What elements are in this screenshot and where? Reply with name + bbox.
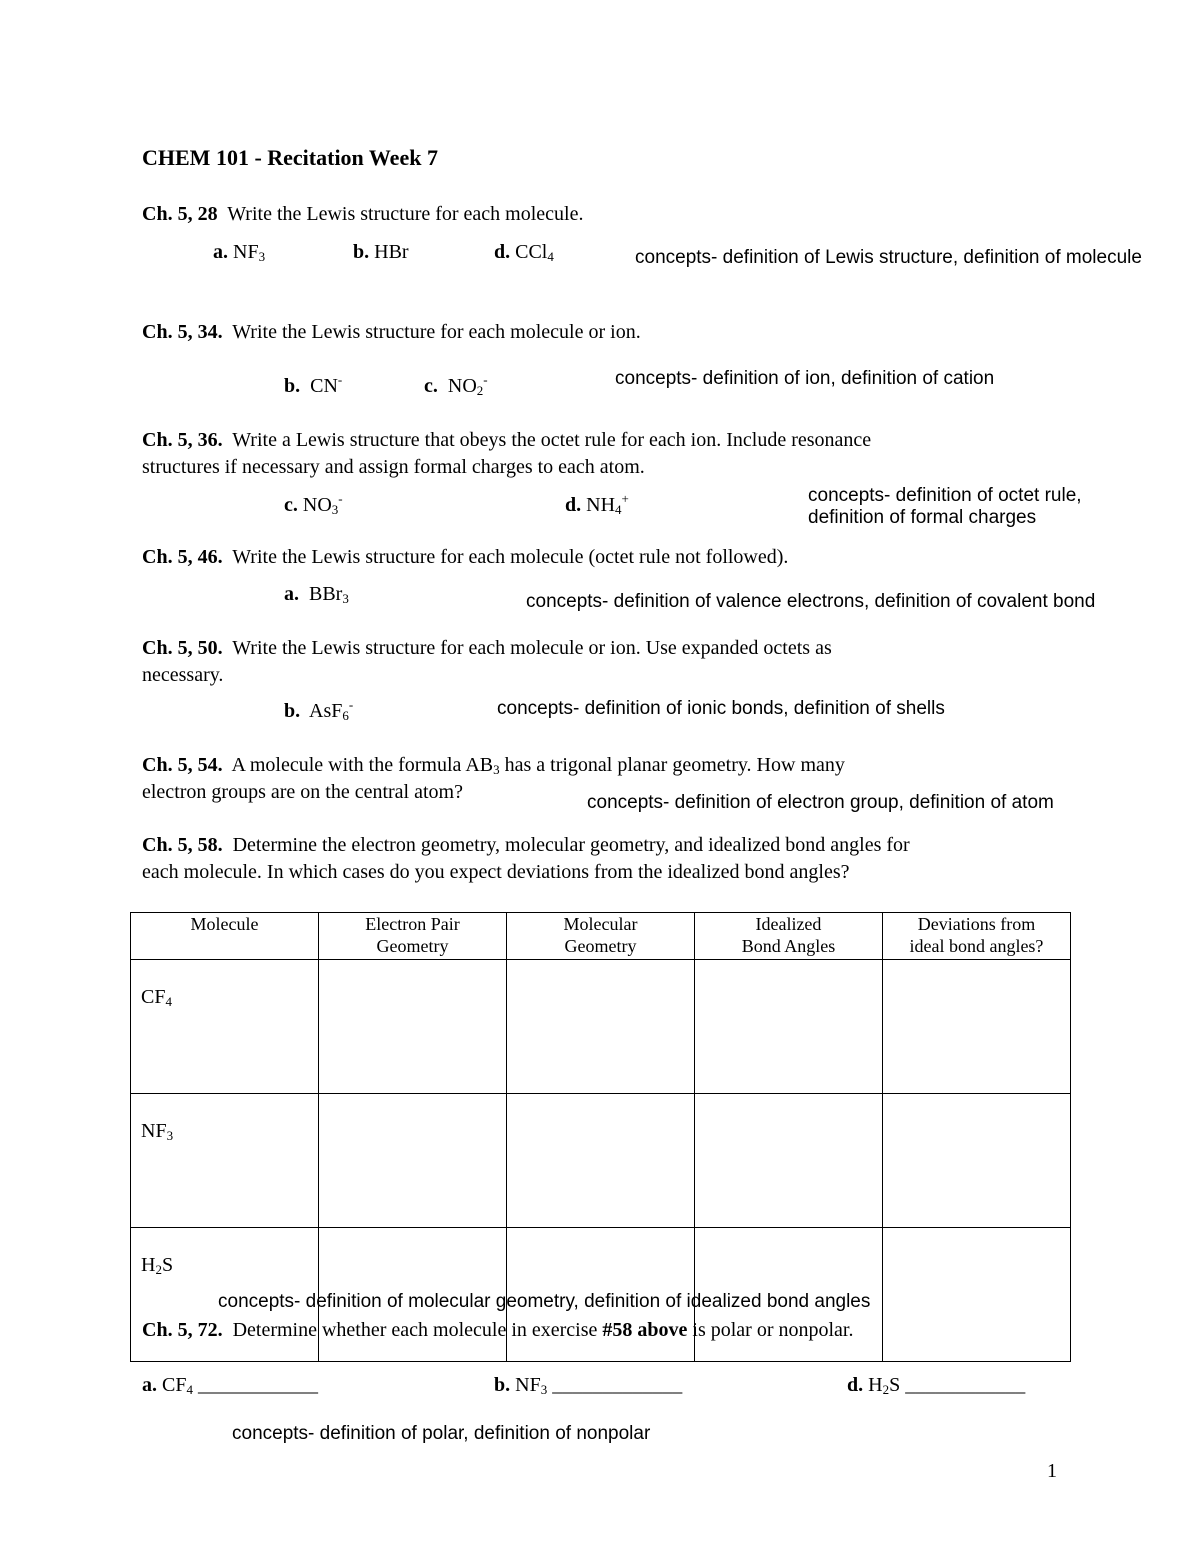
q34-item-b: b. CN- — [284, 372, 343, 397]
concept-note: concepts- definition of molecular geometry, definition of idealized bond angles — [218, 1291, 871, 1312]
question-50-line2: necessary. — [142, 664, 224, 686]
concept-note: concepts- definition of valence electrons, definition of covalent bond — [526, 591, 1096, 612]
column-header: Deviations from ideal bond angles? — [882, 913, 1070, 960]
q28-item-b: b. HBr — [353, 241, 409, 263]
question-58-line2: each molecule. In which cases do you expect deviations from the idealized bond angles? — [142, 861, 850, 883]
concept-note: concepts- definition of ionic bonds, definition of shells — [497, 698, 945, 719]
table-row — [131, 1094, 1071, 1228]
answer-cell[interactable] — [694, 1094, 882, 1228]
molecule-cell: $CF_4$ — [131, 960, 319, 1094]
page-number: 1 — [1047, 1460, 1057, 1482]
q36-item-d: d. $NH_4^+$ — [565, 491, 629, 517]
molecule-cell: $H_2S$ — [131, 1228, 319, 1362]
question-28 — [142, 202, 583, 226]
answer-cell[interactable] — [318, 1094, 506, 1228]
q72-item-b: b. $NF_3$ _____________ — [494, 1374, 683, 1397]
q28-item-d: d. CCl$_4$ — [494, 241, 554, 264]
concept-note: concepts- definition of electron group, definition of atom — [587, 792, 1054, 813]
question-50: Ch. 5, 50. Write the Lewis structure for each molecule or ion. Use expanded octets as — [142, 637, 832, 659]
answer-cell[interactable] — [882, 1228, 1070, 1362]
question-text: Write the Lewis structure for each molecule. — [227, 203, 584, 225]
concept-note-line2: definition of formal charges — [808, 507, 1037, 528]
answer-cell[interactable] — [506, 1094, 694, 1228]
question-54: Ch. 5, 54. A molecule with the formula $AB_3$ has a trigonal planar geometry. How many — [142, 754, 845, 777]
answer-cell[interactable] — [694, 960, 882, 1094]
question-58: Ch. 5, 58. Determine the electron geometry, molecular geometry, and idealized bond angles for — [142, 834, 910, 856]
concept-note: concepts- definition of ion, definition of cation — [615, 368, 995, 389]
answer-cell[interactable] — [318, 960, 506, 1094]
column-header: Molecular Geometry — [506, 913, 694, 960]
answer-blank[interactable]: ____________ — [905, 1374, 1026, 1396]
q72-item-a: a. $CF_4$ ____________ — [142, 1374, 318, 1397]
q36-item-c: c. $NO_3^-$ — [284, 491, 343, 517]
answer-cell[interactable] — [882, 960, 1070, 1094]
answer-cell[interactable] — [882, 1094, 1070, 1228]
concept-note: concepts- definition of polar, definition of nonpolar — [232, 1423, 651, 1444]
question-72: Ch. 5, 72. Determine whether each molecule in exercise #58 above is polar or nonpolar. — [142, 1319, 854, 1341]
question-ref: Ch. 5, 28 — [142, 203, 218, 225]
question-36-line2: structures if necessary and assign formal charges to each atom. — [142, 456, 645, 478]
column-header: Idealized Bond Angles — [694, 913, 882, 960]
question-36: Ch. 5, 36. Write a Lewis structure that obeys the octet rule for each ion. Include resonance — [142, 429, 872, 451]
page-title: CHEM 101 - Recitation Week 7 — [142, 145, 438, 170]
answer-cell[interactable] — [506, 960, 694, 1094]
molecule-cell: $NF_3$ — [131, 1094, 319, 1228]
table-row — [131, 960, 1071, 1094]
answer-blank[interactable]: ____________ — [197, 1374, 318, 1396]
table-header-row — [131, 913, 1071, 960]
q50-item-b: b. AsF$_6$- — [284, 697, 354, 723]
answer-blank[interactable]: _____________ — [552, 1374, 683, 1396]
question-54-line2: electron groups are on the central atom? — [142, 781, 463, 803]
concept-note: concepts- definition of Lewis structure, definition of molecule — [635, 247, 1142, 268]
column-header: Electron Pair Geometry — [318, 913, 506, 960]
question-34: Ch. 5, 34. Write the Lewis structure for each molecule or ion. — [142, 321, 641, 343]
concept-note: concepts- definition of octet rule, — [808, 485, 1082, 506]
question-46: Ch. 5, 46. Write the Lewis structure for each molecule (octet rule not followed). — [142, 546, 789, 568]
q28-item-a: a. $NF_3$ — [213, 241, 266, 264]
column-header: Molecule — [131, 913, 319, 960]
q46-item-a: a. BBr$_3$ — [284, 583, 349, 606]
q72-item-d: d. $H_2S$ ____________ — [847, 1374, 1026, 1397]
q34-item-c: c. $NO_2^-$ — [424, 372, 488, 398]
